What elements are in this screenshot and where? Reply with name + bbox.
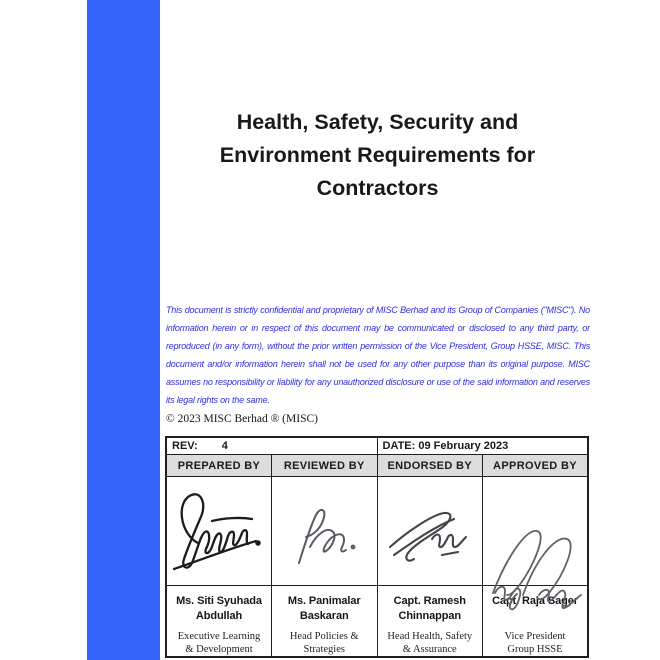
copyright-line: © 2023 MISC Berhad ® (MISC) (166, 413, 318, 425)
confidentiality-line: reproduced (in any form), without the prior written permission of the Vice President, Group HSSE, MISC. This (166, 341, 590, 351)
signature-cell-prepared (166, 477, 272, 586)
signer-name: Ms. Siti Syuhada Abdullah (176, 595, 262, 622)
header-prepared-by: PREPARED BY (166, 455, 272, 477)
confidentiality-line: assumes no responsibility or liability for any unauthorized disclosure or use of the said information and reserves (166, 377, 590, 387)
signer-cell (166, 586, 272, 658)
signature-row (166, 477, 588, 586)
signature-panimalar (274, 485, 378, 581)
signer-title: Head Policies & Strategies (289, 631, 359, 655)
rev-value: 4 (221, 440, 228, 452)
document-title (166, 106, 589, 205)
signature-cell-approved (483, 477, 589, 586)
signature-ramesh (380, 483, 486, 581)
cover-accent-bar (87, 0, 160, 660)
signer-cell (272, 586, 378, 658)
date-cell: DATE: 09 February 2023 (377, 437, 588, 455)
header-endorsed-by: ENDORSED BY (377, 455, 483, 477)
signer-title: Executive Learning & Development (177, 631, 261, 655)
document-title-line: Health, Safety, Security and (236, 110, 519, 134)
confidentiality-line: its legal rights on the same. (166, 395, 270, 405)
signer-name: Capt. Raja Sager (492, 595, 578, 607)
confidentiality-line: information herein or in respect of this document may be communicated or disclosed to any third party, or (166, 323, 590, 333)
document-title-line: Environment Requirements for (219, 143, 536, 167)
header-approved-by: APPROVED BY (483, 455, 589, 477)
approval-header-row (166, 455, 588, 477)
signer-title: Head Health, Safety & Assurance (387, 631, 473, 655)
approval-table (165, 436, 589, 658)
signature-cell-endorsed (377, 477, 483, 586)
revision-row (166, 437, 588, 455)
header-reviewed-by: REVIEWED BY (272, 455, 378, 477)
rev-label: REV: (172, 440, 198, 452)
signature-cell-reviewed (272, 477, 378, 586)
rev-cell (166, 437, 377, 455)
signer-name: Capt. Ramesh Chinnappan (393, 595, 466, 622)
signature-raja-sager (483, 501, 588, 616)
signer-name: Ms. Panimalar Baskaran (287, 595, 361, 622)
confidentiality-line: document and/or information herein shall not be used for any other purpose than its original purpose. MISC (166, 359, 590, 369)
signer-title: Vice President Group HSSE (504, 631, 566, 655)
signer-cell (377, 586, 483, 658)
confidentiality-notice (166, 301, 590, 409)
signature-siti-syuhada (168, 481, 272, 581)
confidentiality-line: This document is strictly confidential and proprietary of MISC Berhad and its Group of Companies ("MISC"). No (166, 305, 590, 315)
document-title-line: Contractors (316, 176, 439, 200)
